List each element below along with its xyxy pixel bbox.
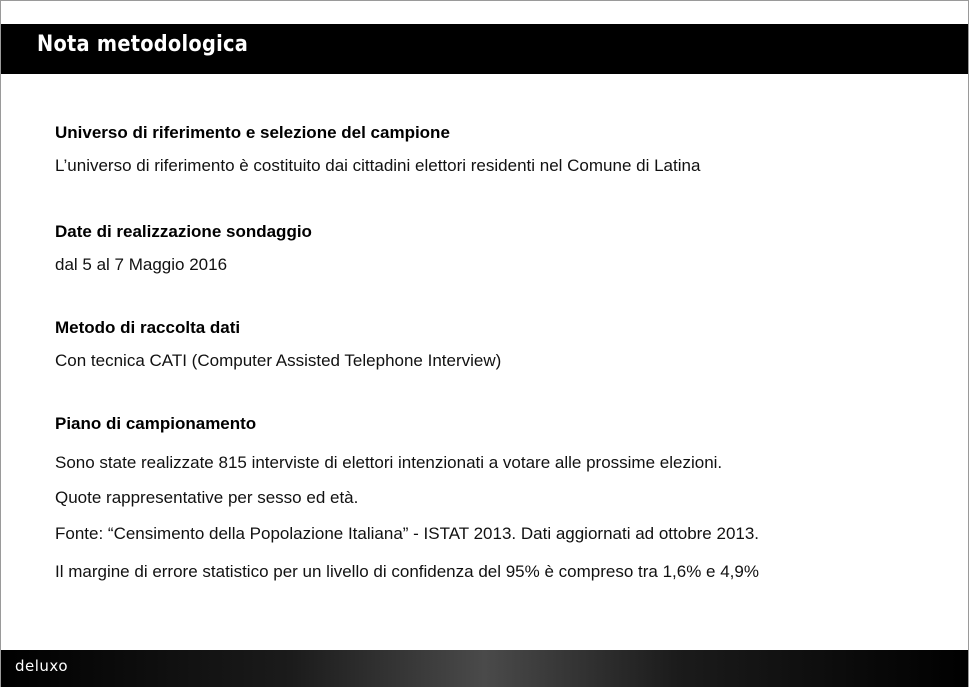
footer-bar [1, 650, 968, 687]
section-title-universo: Universo di riferimento e selezione del campione [55, 123, 450, 142]
footer-logo: deluxo [15, 657, 69, 675]
section-title-metodo: Metodo di raccolta dati [55, 318, 241, 337]
section-title-piano: Piano di campionamento [55, 414, 257, 433]
section-text-piano-4: Il margine di errore statistico per un livello di confidenza del 95% è compreso tra 1,6% e 4,9% [55, 562, 759, 581]
section-text-piano-1: Sono state realizzate 815 interviste di elettori intenzionati a votare alle prossime elezioni. [55, 453, 723, 472]
page-title: Nota metodologica [37, 32, 249, 57]
section-text-date: dal 5 al 7 Maggio 2016 [55, 255, 228, 274]
top-border [1, 0, 968, 4]
section-text-metodo: Con tecnica CATI (Computer Assisted Telephone Interview) [55, 351, 502, 370]
section-text-piano-3: Fonte: “Censimento della Popolazione Italiana” - ISTAT 2013. Dati aggiornati ad ottobre 2013. [55, 524, 760, 543]
section-text-piano-2: Quote rappresentative per sesso ed età. [55, 488, 359, 507]
section-text-universo: L’universo di riferimento è costituito dai cittadini elettori residenti nel Comune di Latina [55, 156, 701, 175]
section-title-date: Date di realizzazione sondaggio [55, 222, 312, 241]
